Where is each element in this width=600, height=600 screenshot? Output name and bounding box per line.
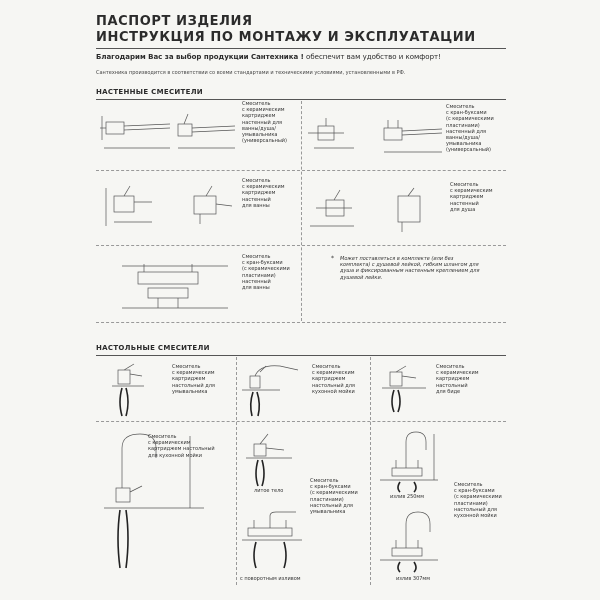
- caption-swivel-spout: с поворотным изливом: [240, 576, 301, 582]
- certification-text: Сантехника производится в соответствии со всеми стандартами и техническими условиями, установленными в РФ.: [96, 70, 406, 76]
- basin-mixer-swivel-spout-drawing: [240, 510, 310, 572]
- wall-row-divider-2: [96, 245, 506, 246]
- table-item-6-description: Смеситель с кран-буксами (с керамическими пластинами) настольный для кухонной мойки: [454, 482, 502, 520]
- thanks-text: Благодарим Вас за выбор продукции Сантехника !: [96, 53, 304, 61]
- wall-item-1-description: Смеситель с керамическим картриджем настенный для ванны/душа/ умывальника (универсальный): [242, 101, 287, 145]
- caption-spout-250: излив 250мм: [390, 494, 424, 500]
- caption-spout-307: излив 307мм: [396, 576, 430, 582]
- wall-mixer-universal-valves-drawing: [304, 112, 444, 158]
- table-item-1-description: Смеситель с керамическим картриджем настольный для умывальника: [172, 364, 215, 395]
- title-line-2: ИНСТРУКЦИЯ ПО МОНТАЖУ И ЭКСПЛУАТАЦИИ: [96, 30, 476, 45]
- wall-item-4-description: Смеситель с керамическим картриджем настенный для душа: [450, 182, 493, 213]
- table-item-4-description: Смеситель с керамическим картриджем настольный для кухонной мойки: [148, 434, 215, 459]
- table-column-divider-1: [236, 357, 237, 585]
- document-title: [96, 14, 476, 46]
- note-asterisk: *: [331, 255, 334, 262]
- kitchen-mixer-spout-307-drawing: [378, 508, 444, 574]
- table-row-divider: [96, 421, 506, 422]
- table-section-rule: [96, 355, 506, 356]
- table-item-2-description: Смеситель с керамическим картриджем настольный для кухонной мойки: [312, 364, 355, 395]
- kitchen-mixer-cartridge-drawing: [240, 362, 310, 418]
- wall-item-5-description: Смеситель с кран-буксами (с керамическими пластинами) настенный для ванны: [242, 254, 290, 292]
- wall-section-title: НАСТЕННЫЕ СМЕСИТЕЛИ: [96, 88, 203, 96]
- bidet-mixer-cartridge-drawing: [378, 362, 434, 418]
- caption-cast-body: литое тело: [254, 488, 284, 494]
- wall-mixer-universal-cartridge-drawing: [100, 108, 240, 158]
- basin-mixer-cast-body-drawing: [244, 428, 298, 490]
- title-rule: [96, 48, 506, 49]
- wall-mixer-shower-cartridge-drawing: [306, 186, 442, 238]
- wall-set-note: Может поставляться в комплекте (или без комплекта) с душевой лейкой, гибким шлангом для душа и фиксированным настенным креплением для душевой лейки.: [340, 256, 480, 281]
- table-item-3-description: Смеситель с керамическим картриджем настольный для биде: [436, 364, 479, 395]
- table-item-5-description: Смеситель с кран-буксами (с керамическими пластинами) настольный для умывальника: [310, 478, 358, 516]
- title-line-1: ПАСПОРТ ИЗДЕЛИЯ: [96, 14, 253, 29]
- table-column-divider-2: [370, 357, 371, 585]
- wall-row-divider-1: [96, 170, 506, 171]
- thanks-line: [96, 53, 441, 61]
- wall-section-rule: [96, 99, 506, 100]
- wall-mixer-bath-valves-drawing: [118, 258, 238, 314]
- thanks-tail: обеспечит вам удобство и комфорт!: [306, 53, 441, 61]
- basin-mixer-cartridge-drawing: [108, 362, 148, 418]
- kitchen-mixer-spout-250-drawing: [378, 428, 444, 494]
- wall-column-divider: [301, 101, 302, 321]
- wall-item-2-description: Смеситель с кран-буксами (с керамическими пластинами) настенный для ванны/душа/ умывальника (универсальный): [446, 104, 494, 154]
- wall-mixer-bath-cartridge-drawing: [100, 182, 240, 234]
- table-section-title: НАСТОЛЬНЫЕ СМЕСИТЕЛИ: [96, 344, 210, 352]
- wall-row-divider-3: [96, 322, 506, 323]
- wall-item-3-description: Смеситель с керамическим картриджем настенный для ванны: [242, 178, 285, 209]
